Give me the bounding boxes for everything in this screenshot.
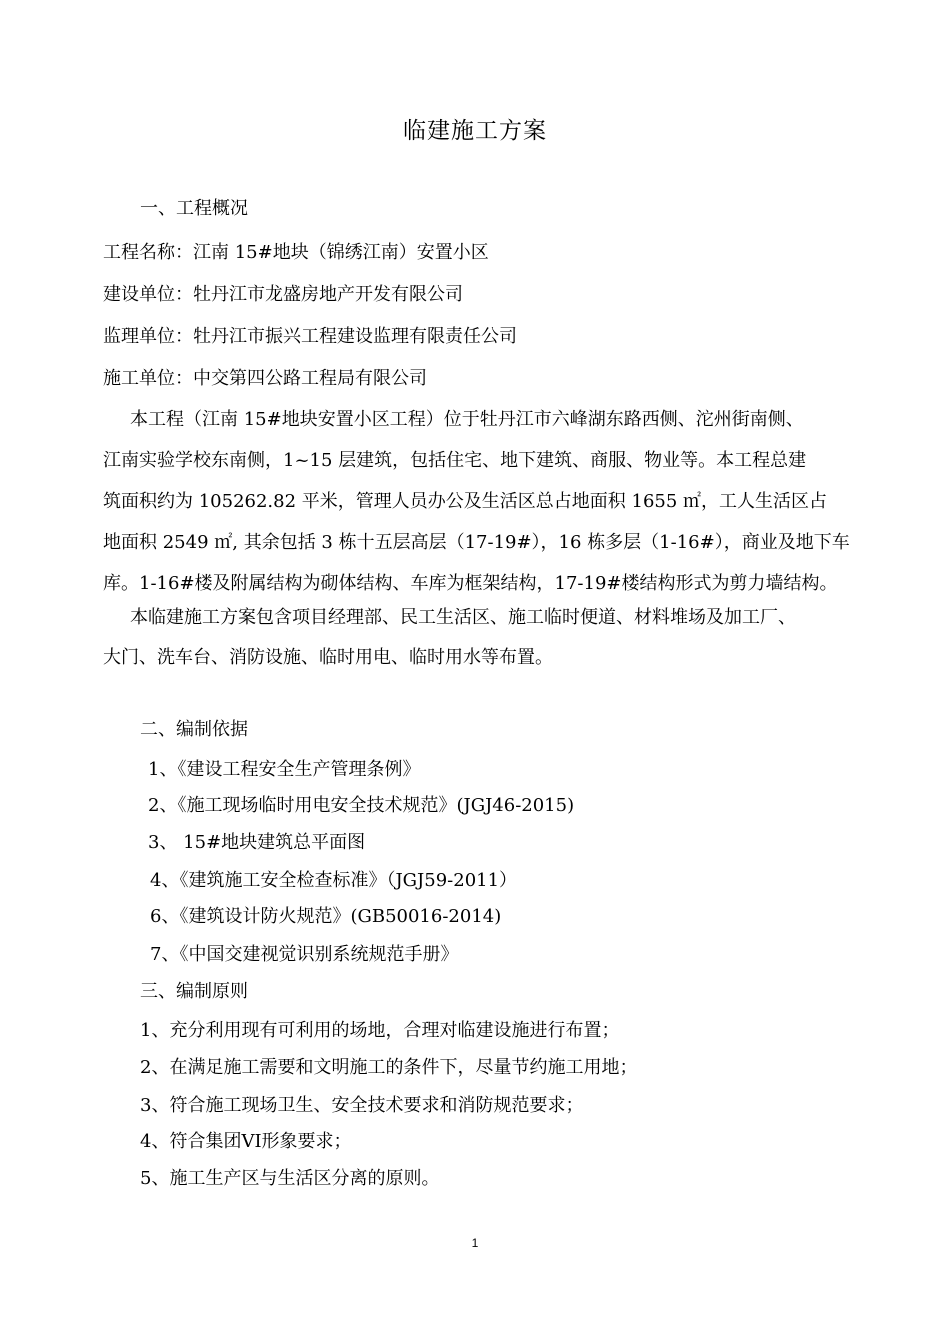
paragraph-line: 筑面积约为 105262.82 平米，管理人员办公及生活区总占地面积 1655 ㎡，工人生活区占	[103, 491, 828, 512]
reference-item: 6、《建筑设计防火规范》(GB50016-2014)	[150, 906, 502, 927]
principle-item: 2、在满足施工需要和文明施工的条件下，尽量节约施工用地；	[140, 1057, 638, 1078]
section-heading-overview: 一、工程概况	[140, 198, 248, 219]
paragraph-line: 大门、洗车台、消防设施、临时用电、临时用水等布置。	[103, 647, 553, 668]
paragraph-line: 江南实验学校东南侧，1~15 层建筑，包括住宅、地下建筑、商服、物业等。本工程总建	[103, 450, 807, 471]
section-heading-basis: 二、编制依据	[140, 719, 248, 740]
paragraph-line: 地面积 2549 ㎡, 其余包括 3 栋十五层高层（17-19#），16 栋多层（1-16#），商业及地下车	[103, 532, 850, 553]
reference-item: 1、《建设工程安全生产管理条例》	[148, 759, 421, 780]
principle-item: 3、符合施工现场卫生、安全技术要求和消防规范要求；	[140, 1095, 584, 1116]
principle-item: 4、符合集团VI形象要求；	[140, 1131, 352, 1152]
paragraph-line: 库。1-16#楼及附属结构为砌体结构、车库为框架结构，17-19#楼结构形式为剪力墙结构。	[103, 573, 838, 594]
info-line-contractor: 施工单位：中交第四公路工程局有限公司	[103, 368, 427, 389]
info-line-supervisor: 监理单位：牡丹江市振兴工程建设监理有限责任公司	[103, 326, 517, 347]
reference-item: 4、《建筑施工安全检查标准》（JGJ59-2011）	[150, 870, 518, 891]
section-heading-principles: 三、编制原则	[140, 981, 248, 1002]
page-number: 1	[471, 1236, 479, 1250]
info-line-project-name: 工程名称：江南 15#地块（锦绣江南）安置小区	[103, 242, 489, 263]
reference-item: 3、 15#地块建筑总平面图	[148, 832, 366, 853]
paragraph-line: 本临建施工方案包含项目经理部、民工生活区、施工临时便道、材料堆场及加工厂、	[130, 607, 796, 628]
paragraph-line: 本工程（江南 15#地块安置小区工程）位于牡丹江市六峰湖东路西侧、沱州街南侧、	[130, 409, 804, 430]
info-line-developer: 建设单位：牡丹江市龙盛房地产开发有限公司	[103, 284, 463, 305]
document-title: 临建施工方案	[403, 118, 547, 144]
reference-item: 7、《中国交建视觉识别系统规范手册》	[150, 944, 459, 965]
principle-item: 5、施工生产区与生活区分离的原则。	[140, 1168, 440, 1189]
reference-item: 2、《施工现场临时用电安全技术规范》(JGJ46-2015)	[148, 795, 575, 816]
principle-item: 1、充分利用现有可利用的场地，合理对临建设施进行布置；	[140, 1020, 620, 1041]
